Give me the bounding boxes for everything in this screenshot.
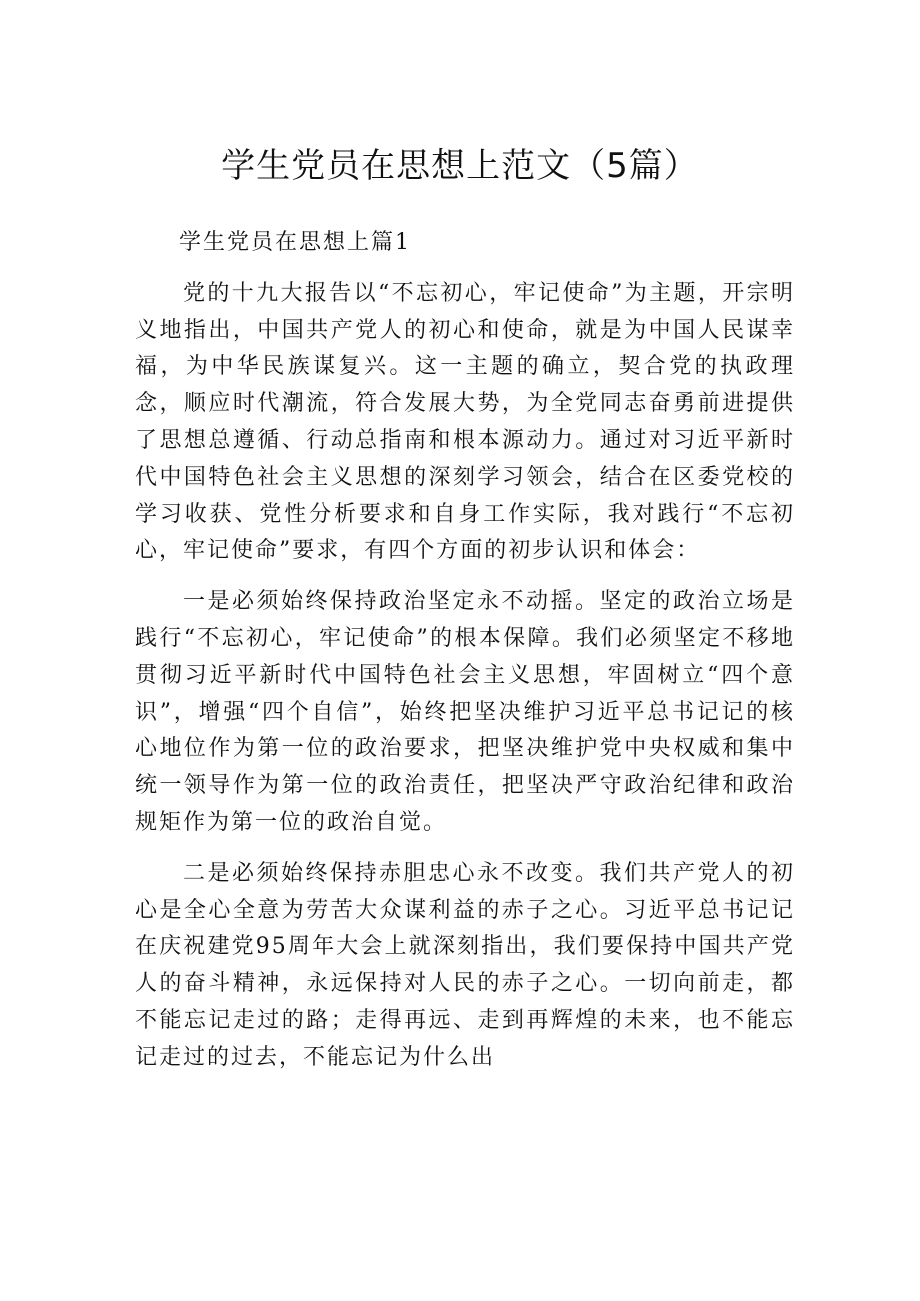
section-heading: 学生党员在思想上篇1: [179, 230, 411, 255]
paragraph-intro: 党的十九大报告以“不忘初心，牢记使命”为主题，开宗明义地指出，中国共产党人的初心和使命，就是为中国人民谋幸福，为中华民族谋复兴。这一主题的确立，契合党的执政理念，顺应时代潮流，符合发展大势，为全党同志奋勇前进提供了思想总遵循、行动总指南和根本源动力。通过对习近平新时代中国特色社会主义思想的深刻学习领会，结合在区委党校的学习收获、党性分析要求和自身工作实际，我对践行“不忘初心，牢记使命”要求，有四个方面的初步认识和体会：: [135, 280, 795, 564]
paragraph-point-two: 二是必须始终保持赤胆忠心永不改变。我们共产党人的初心是全心全意为劳苦大众谋利益的赤子之心。习近平总书记记在庆祝建党95周年大会上就深刻指出，我们要保持中国共产党人的奋斗精神，永远保持对人民的赤子之心。一切向前走，都不能忘记走过的路；走得再远、走到再辉煌的未来，也不能忘记走过的过去，不能忘记为什么出: [135, 860, 795, 1070]
document-body: [135, 225, 795, 1091]
paragraph-point-one: 一是必须始终保持政治坚定永不动摇。坚定的政治立场是践行“不忘初心，牢记使命”的根本保障。我们必须坚定不移地贯彻习近平新时代中国特色社会主义思想，牢固树立“四个意识”，增强“四个自信”，始终把坚决维护习近平总书记记的核心地位作为第一位的政治要求，把坚决维护党中央权威和集中统一领导作为第一位的政治责任，把坚决严守政治纪律和政治规矩作为第一位的政治自觉。: [135, 589, 795, 835]
document-title: 学生党员在思想上范文（5篇）: [221, 146, 699, 186]
